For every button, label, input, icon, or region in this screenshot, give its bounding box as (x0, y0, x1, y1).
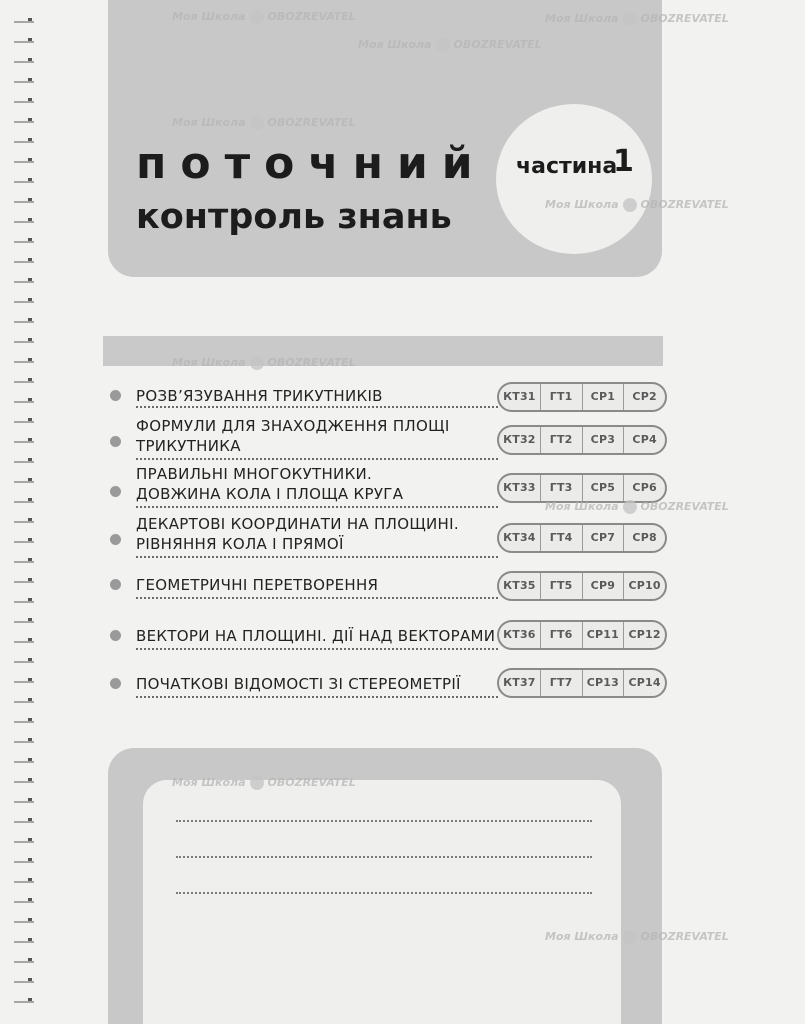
watermark: Моя Школа OBOZREVATEL (545, 198, 729, 211)
topic-line: ТРИКУТНИКА (136, 437, 241, 455)
watermark: Моя Школа OBOZREVATEL (545, 12, 729, 25)
dotted-leader (136, 458, 498, 460)
bullet-icon (110, 436, 121, 447)
list-item (0, 514, 805, 554)
test-code: СР8 (632, 531, 657, 544)
watermark: Моя Школа OBOZREVATEL (172, 356, 356, 369)
part-circle (496, 104, 652, 254)
test-code: СР2 (632, 390, 657, 403)
test-code: ГТ3 (541, 475, 583, 501)
test-codes (497, 473, 667, 503)
test-code: СР5 (583, 475, 625, 501)
test-code: СР13 (583, 670, 625, 696)
notes-line (176, 856, 592, 858)
test-code: КТ34 (499, 525, 541, 551)
dotted-leader (136, 406, 498, 408)
test-code: СР3 (583, 427, 625, 453)
test-code: ГТ2 (541, 427, 583, 453)
part-number: 1 (613, 144, 634, 179)
test-code: СР11 (583, 622, 625, 648)
notes-box (143, 780, 621, 1024)
watermark: Моя Школа OBOZREVATEL (172, 776, 356, 789)
list-item (0, 618, 805, 658)
dotted-leader (136, 648, 498, 650)
test-code: КТ33 (499, 475, 541, 501)
dotted-leader (136, 506, 498, 508)
topic-title: ГЕОМЕТРИЧНІ ПЕРЕТВОРЕННЯ (136, 576, 379, 594)
test-code: КТ32 (499, 427, 541, 453)
test-code: СР4 (632, 433, 657, 446)
dotted-leader (136, 556, 498, 558)
test-code: ГТ4 (541, 525, 583, 551)
watermark: Моя Школа OBOZREVATEL (172, 10, 356, 23)
part-label: частина (516, 154, 618, 179)
dotted-leader (136, 597, 498, 599)
topic-line: ПРАВИЛЬНІ МНОГОКУТНИКИ. (136, 465, 373, 483)
watermark: Моя Школа OBOZREVATEL (358, 38, 542, 51)
bullet-icon (110, 678, 121, 689)
notes-line (176, 892, 592, 894)
list-item (0, 666, 805, 706)
test-code: СР7 (583, 525, 625, 551)
list-item (0, 416, 805, 456)
topic-title (136, 464, 403, 504)
bullet-icon (110, 579, 121, 590)
topic-line: ДОВЖИНА КОЛА І ПЛОЩА КРУГА (136, 485, 404, 503)
topic-title: РОЗВ’ЯЗУВАННЯ ТРИКУТНИКІВ (136, 387, 383, 405)
spiral-holes (28, 18, 32, 1008)
bullet-icon (110, 486, 121, 497)
test-code: СР6 (632, 481, 657, 494)
test-code: КТ35 (499, 573, 541, 599)
test-codes (497, 571, 667, 601)
topic-title: ВЕКТОРИ НА ПЛОЩИНІ. ДІЇ НАД ВЕКТОРАМИ (136, 627, 496, 645)
test-code: СР1 (583, 384, 625, 410)
test-codes (497, 620, 667, 650)
dotted-leader (136, 696, 498, 698)
topic-title (136, 514, 459, 554)
bullet-icon (110, 390, 121, 401)
topic-line: РІВНЯННЯ КОЛА І ПРЯМОЇ (136, 535, 344, 553)
topic-line: ДЕКАРТОВІ КООРДИНАТИ НА ПЛОЩИНІ. (136, 515, 459, 533)
test-codes (497, 523, 667, 553)
divider-band (103, 336, 663, 366)
page-subtitle: контроль знань (136, 197, 452, 237)
watermark: Моя Школа OBOZREVATEL (172, 116, 356, 129)
test-code: СР14 (628, 676, 661, 689)
topic-line: ФОРМУЛИ ДЛЯ ЗНАХОДЖЕННЯ ПЛОЩІ (136, 417, 450, 435)
page-title: поточний (136, 138, 487, 189)
topic-title: ПОЧАТКОВІ ВІДОМОСТІ ЗІ СТЕРЕОМЕТРІЇ (136, 675, 461, 693)
test-code: ГТ7 (541, 670, 583, 696)
test-codes (497, 425, 667, 455)
test-codes (497, 668, 667, 698)
test-code: СР9 (583, 573, 625, 599)
bullet-icon (110, 630, 121, 641)
list-item (0, 464, 805, 504)
test-code: СР12 (628, 628, 661, 641)
test-codes (497, 382, 667, 412)
test-code: СР10 (628, 579, 661, 592)
list-item (0, 571, 805, 611)
notes-line (176, 820, 592, 822)
test-code: КТ36 (499, 622, 541, 648)
watermark: Моя Школа OBOZREVATEL (545, 930, 729, 943)
test-code: ГТ5 (541, 573, 583, 599)
test-code: КТ31 (499, 384, 541, 410)
test-code: ГТ1 (541, 384, 583, 410)
watermark: Моя Школа OBOZREVATEL (545, 500, 729, 513)
test-code: ГТ6 (541, 622, 583, 648)
bullet-icon (110, 534, 121, 545)
test-code: КТ37 (499, 670, 541, 696)
topic-title (136, 416, 450, 456)
